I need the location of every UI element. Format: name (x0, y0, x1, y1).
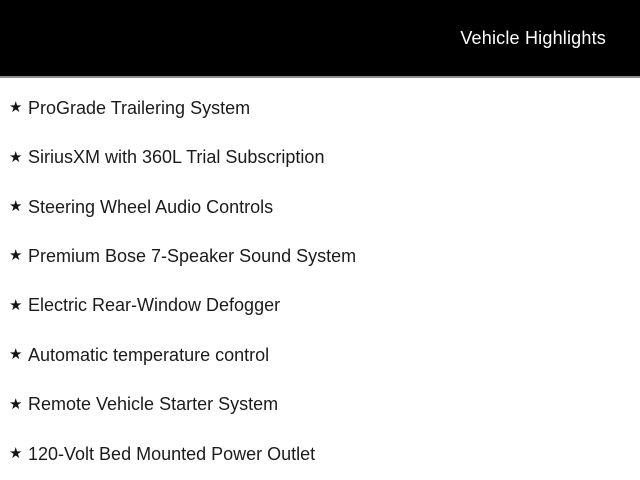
header-title: Vehicle Highlights (460, 28, 606, 48)
star-icon: ★ (9, 444, 23, 463)
item-label: ProGrade Trailering System (28, 97, 251, 118)
list-item (9, 182, 640, 231)
star-icon: ★ (9, 98, 23, 117)
list-item (9, 281, 640, 330)
list-item (9, 330, 640, 379)
list-item (9, 83, 640, 132)
star-icon: ★ (9, 246, 23, 265)
star-icon: ★ (9, 147, 23, 166)
item-label: 120-Volt Bed Mounted Power Outlet (28, 443, 316, 464)
list-item (9, 132, 640, 181)
list-item (9, 429, 640, 478)
highlights-list (0, 80, 640, 478)
header-bar (0, 0, 640, 78)
item-label: Automatic temperature control (28, 344, 270, 365)
star-icon: ★ (9, 394, 23, 413)
list-item (9, 231, 640, 280)
star-icon: ★ (9, 345, 23, 364)
item-label: Steering Wheel Audio Controls (28, 196, 274, 217)
item-label: Remote Vehicle Starter System (28, 394, 279, 415)
item-label: Premium Bose 7-Speaker Sound System (28, 245, 357, 266)
star-icon: ★ (9, 197, 23, 216)
star-icon: ★ (9, 295, 23, 314)
item-label: Electric Rear-Window Defogger (28, 295, 281, 316)
item-label: SiriusXM with 360L Trial Subscription (28, 147, 325, 168)
list-item (9, 380, 640, 429)
